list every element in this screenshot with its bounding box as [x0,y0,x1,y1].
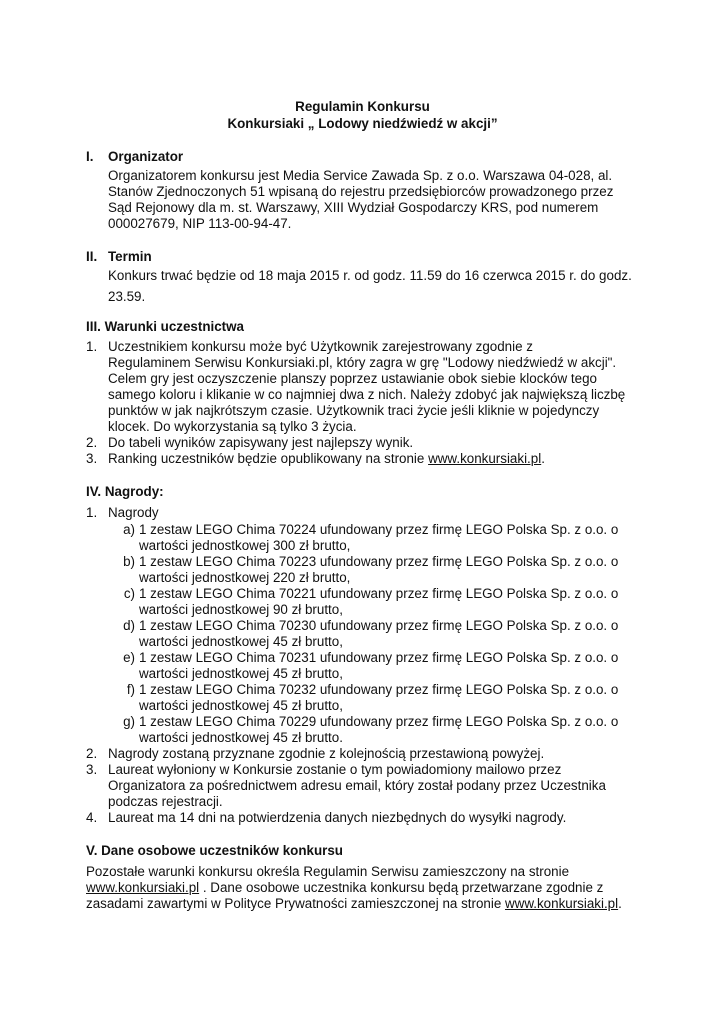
konkursiaki-link[interactable]: www.konkursiaki.pl [504,896,619,911]
section-2-heading: Termin [108,249,152,264]
section-3-heading: III. Warunki uczestnictwa [86,319,244,334]
prize-line: wartości jednostkowej 220 zł brutto, [139,570,351,585]
list-number: 2. [86,746,98,761]
section-4-heading: IV. Nagrody: [86,484,164,499]
prize-label: e) [123,650,135,665]
prize-label: d) [123,618,135,633]
section-5-text: . Dane osobowe uczestnika konkursu będą przetwarzane zgodnie z [199,880,604,895]
prize-line: wartości jednostkowej 300 zł brutto, [139,538,351,553]
list-item-line: Organizatora za pośrednictwem adresu email, który został podany przez Uczestnika [108,778,606,793]
list-item-text: Ranking uczestników będzie opublikowany na stronie [108,451,429,466]
prize-line: 1 zestaw LEGO Chima 70229 ufundowany przez firmę LEGO Polska Sp. z o.o. o [139,714,619,729]
prize-line: 1 zestaw LEGO Chima 70232 ufundowany przez firmę LEGO Polska Sp. z o.o. o [139,682,619,697]
konkursiaki-link[interactable]: www.konkursiaki.pl [428,451,542,466]
section-1-line: 000027679, NIP 113-00-94-47. [108,216,292,231]
konkursiaki-link[interactable]: www.konkursiaki.pl [86,880,200,895]
prize-line: wartości jednostkowej 45 zł brutto, [139,634,343,649]
prize-line: wartości jednostkowej 90 zł brutto, [139,602,343,617]
list-number: 1. [86,505,98,520]
list-item-end: . [541,451,545,466]
section-2-line: Konkurs trwać będzie od 18 maja 2015 r. od godz. 11.59 do 16 czerwca 2015 r. do godz. [108,268,632,283]
doc-title-line1: Regulamin Konkursu [295,99,430,114]
prize-line: 1 zestaw LEGO Chima 70231 ufundowany przez firmę LEGO Polska Sp. z o.o. o [139,650,619,665]
list-number: 3. [86,451,98,466]
list-item-line: podczas rejestracji. [108,794,223,809]
prize-label: a) [123,522,135,537]
prize-line: 1 zestaw LEGO Chima 70230 ufundowany przez firmę LEGO Polska Sp. z o.o. o [139,618,619,633]
list-item-line [108,451,545,467]
list-item-line: Laureat ma 14 dni na potwierdzenia danych niezbędnych do wysyłki nagrody. [108,810,567,825]
section-2-line: 23.59. [108,289,146,304]
prize-line: 1 zestaw LEGO Chima 70224 ufundowany przez firmę LEGO Polska Sp. z o.o. o [139,522,619,537]
section-5-line [86,896,622,912]
list-number: 4. [86,810,98,825]
section-1-heading: Organizator [108,149,184,164]
list-item-line: punktów w jak najkrótszym czasie. Użytkownik traci życie jeśli kliknie w pojedynczy [108,403,600,418]
list-item-line: Celem gry jest oczyszczenie planszy poprzez ustawianie obok siebie klocków tego [108,371,597,386]
prize-line: wartości jednostkowej 45 zł brutto, [139,698,343,713]
list-number: 2. [86,435,98,450]
list-item-line: Uczestnikiem konkursu może być Użytkownik zarejestrowany zgodnie z [108,339,533,354]
section-1-number: I. [86,149,94,164]
prize-label: f) [126,682,135,697]
list-item-line: Regulaminem Serwisu Konkursiaki.pl, który zagra w grę "Lodowy niedźwiedź w akcji". [108,355,617,370]
section-5-heading: V. Dane osobowe uczestników konkursu [86,843,343,858]
list-item-line: Laureat wyłoniony w Konkursie zostanie o tym powiadomiony mailowo przez [108,762,562,777]
prize-line: wartości jednostkowej 45 zł brutto, [139,666,343,681]
section-5-text: zasadami zawartymi w Polityce Prywatności zamieszczonej na stronie [86,896,505,911]
list-item-line: Do tabeli wyników zapisywany jest najlepszy wynik. [108,435,414,450]
prize-line: wartości jednostkowej 45 zł brutto. [139,730,343,745]
list-item-line: klocek. Do wykorzystania są tylko 3 życia. [108,419,357,434]
section-5-end: . [618,896,622,911]
list-item-line: Nagrody [108,505,159,520]
prize-label: b) [123,554,135,569]
prize-line: 1 zestaw LEGO Chima 70221 ufundowany przez firmę LEGO Polska Sp. z o.o. o [139,586,619,601]
section-5-line [86,880,603,896]
prize-line: 1 zestaw LEGO Chima 70223 ufundowany przez firmę LEGO Polska Sp. z o.o. o [139,554,619,569]
section-2-number: II. [86,249,98,264]
list-item-line: samego koloru i klikanie w co najmniej dwa z nich. Należy zdobyć jak największą liczbę [108,387,626,402]
section-1-line: Organizatorem konkursu jest Media Service Zawada Sp. z o.o. Warszawa 04-028, al. [108,168,613,183]
prize-label: c) [123,586,135,601]
list-number: 1. [86,339,98,354]
section-5-line: Pozostałe warunki konkursu określa Regulamin Serwisu zamieszczony na stronie [86,864,570,879]
list-number: 3. [86,762,98,777]
section-1-line: Sąd Rejonowy dla m. st. Warszawy, XIII Wydział Gospodarczy KRS, pod numerem [108,200,599,215]
section-1-line: Stanów Zjednoczonych 51 wpisaną do rejestru przedsiębiorców prowadzonego przez [108,184,614,199]
prize-label: g) [123,714,135,729]
doc-title-line2: Konkursiaki „ Lodowy niedźwiedź w akcji” [227,116,498,131]
list-item-line: Nagrody zostaną przyznane zgodnie z kolejnością przestawioną powyżej. [108,746,545,761]
